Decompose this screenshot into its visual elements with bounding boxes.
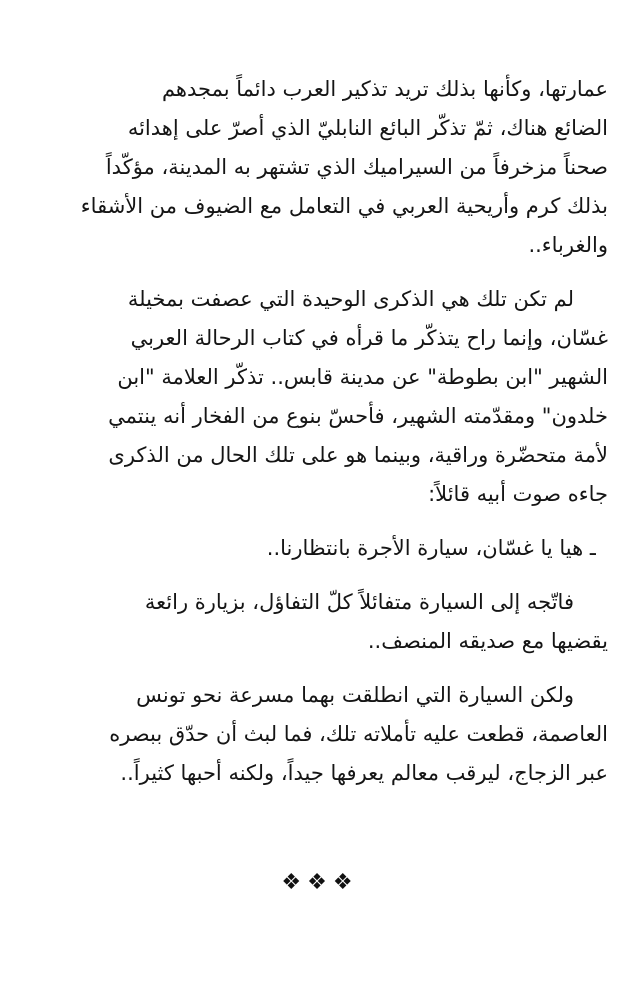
text-line: فاتّجه إلى السيارة متفائلاً كلّ التفاؤل، بزيارة رائعة	[144, 590, 574, 614]
text-line: العاصمة، قطعت عليه تأملاته تلك، فما لبث أن حدّق ببصره	[109, 722, 608, 746]
text-line: يقضيها مع صديقه المنصف..	[367, 629, 608, 653]
text-line: ولكن السيارة التي انطلقت بهما مسرعة نحو تونس	[136, 683, 574, 707]
paragraph-3	[40, 583, 608, 661]
text-line: والغرباء..	[528, 233, 608, 257]
text-line: ـ هيا يا غسّان، سيارة الأجرة بانتظارنا..	[266, 536, 596, 560]
section-break-ornament: ❖❖❖	[281, 870, 359, 895]
dialogue-line	[40, 529, 608, 568]
text-line: غسّان، وإنما راح يتذكّر ما قرأه في كتاب الرحالة العربي	[130, 326, 608, 350]
text-line: عمارتها، وكأنها بذلك تريد تذكير العرب دائماً بمجدهم	[161, 77, 608, 101]
text-line: جاءه صوت أبيه قائلاً:	[428, 482, 608, 506]
text-line: لأمة متحضّرة وراقية، وبينما هو على تلك الحال من الذكرى	[108, 443, 608, 467]
text-line: صحناً مزخرفاً من السيراميك الذي تشتهر به المدينة، مؤكّداً	[105, 155, 608, 179]
paragraph-4	[40, 676, 608, 793]
text-line: الشهير "ابن بطوطة" عن مدينة قابس.. تذكّر العلامة "ابن	[117, 365, 608, 389]
text-line: بذلك كرم وأريحية العربي في التعامل مع الضيوف من الأشقاء	[80, 194, 608, 218]
text-line: خلدون" ومقدّمته الشهير، فأحسّ بنوع من الفخار أنه ينتمي	[108, 404, 608, 428]
paragraph-2	[40, 280, 608, 514]
text-line: عبر الزجاج، ليرقب معالم يعرفها جيداً، ولكنه أحبها كثيراً..	[120, 761, 608, 785]
text-line: لم تكن تلك هي الذكرى الوحيدة التي عصفت بمخيلة	[127, 287, 574, 311]
paragraph-1	[40, 70, 608, 265]
body-text	[40, 70, 608, 808]
text-line: الضائع هناك، ثمّ تذكّر البائع النابليّ الذي أصرّ على إهدائه	[127, 116, 608, 140]
